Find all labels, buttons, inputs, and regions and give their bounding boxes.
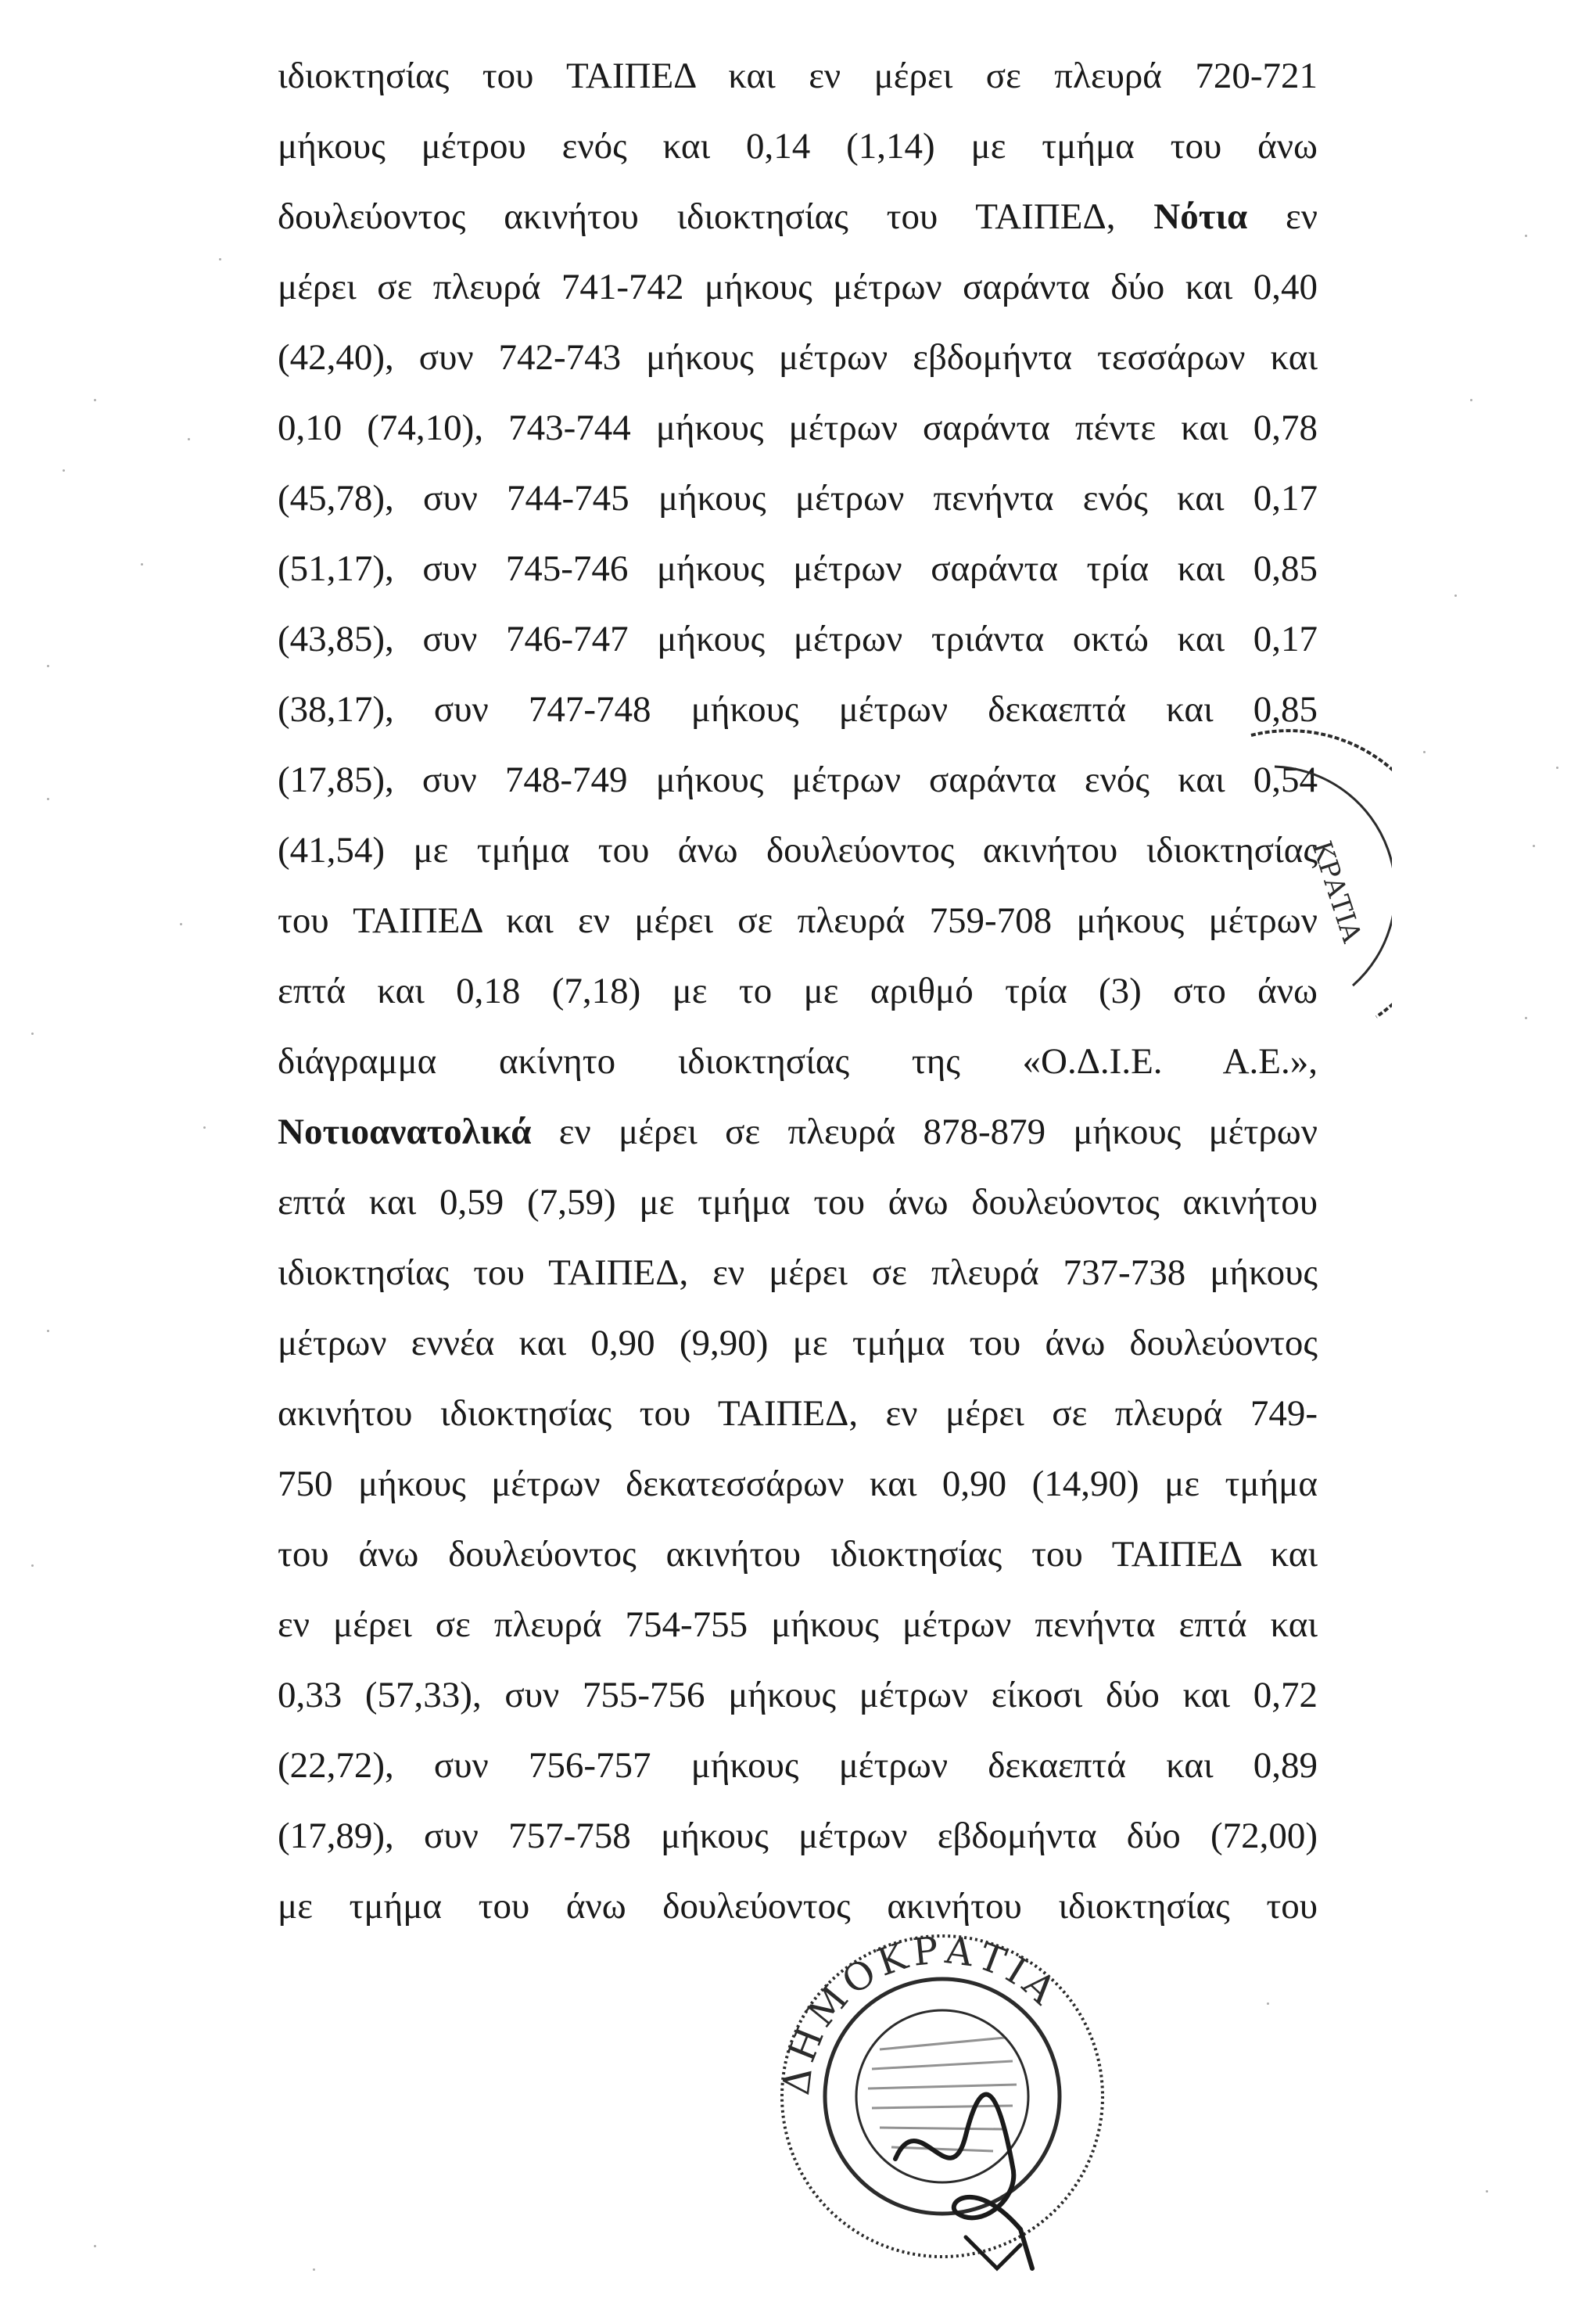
text-segment: ακινήτου ιδιοκτησίας του ΤΑΙΠΕΔ, εν μέρει σε πλευρά 749- [278,1393,1318,1434]
text-segment: (51,17), συν 745-746 μήκους μέτρων σαράντα τρία και 0,85 [278,548,1318,589]
text-line [278,1449,1318,1519]
text-line [278,604,1318,674]
text-segment: ιδιοκτησίας του ΤΑΙΠΕΔ, εν μέρει σε πλευρά 737-738 μήκους [278,1252,1318,1293]
text-segment: μήκους μέτρου ενός και 0,14 (1,14) με τμήμα του άνω [278,126,1318,167]
text-line [278,745,1318,815]
text-line [278,1097,1318,1167]
text-line [278,533,1318,604]
speckle [1525,1017,1527,1019]
text-segment: δουλεύοντος ακινήτου ιδιοκτησίας του ΤΑΙΠΕΔ, [278,196,1154,237]
seal-stamp [762,1901,1122,2292]
text-segment: εν μέρει σε πλευρά 754-755 μήκους μέτρων πενήντα επτά και [278,1604,1318,1645]
text-line [278,1519,1318,1589]
speckle [47,1330,49,1332]
text-line [278,1167,1318,1237]
text-line [278,1026,1318,1097]
text-line [278,1801,1318,1871]
speckle [1423,751,1426,753]
text-line [278,252,1318,322]
text-segment: του άνω δουλεύοντος ακινήτου ιδιοκτησίας του ΤΑΙΠΕΔ και [278,1534,1318,1575]
speckle [1267,2002,1269,2005]
speckle [63,469,65,472]
text-segment: μέρει σε πλευρά 741-742 μήκους μέτρων σαράντα δύο και 0,40 [278,267,1318,307]
speckle [47,665,49,667]
speckle [31,1033,34,1035]
speckle [94,399,96,401]
text-segment: (22,72), συν 756-757 μήκους μέτρων δεκαεπτά και 0,89 [278,1745,1318,1786]
text-line [278,463,1318,533]
document-body [278,41,1318,1941]
speckle [1556,767,1558,769]
text-segment: του ΤΑΙΠΕΔ και εν μέρει σε πλευρά 759-708 μήκους μέτρων [278,900,1318,941]
text-line [278,41,1318,111]
text-line [278,181,1318,252]
text-segment: μέτρων εννέα και 0,90 (9,90) με τμήμα του άνω δουλεύοντος [278,1323,1318,1363]
side-stamp-text: ΚΡΑΤΙΑ [1305,837,1368,946]
speckle [141,563,143,566]
speckle [219,258,221,260]
speckle [1470,399,1472,401]
text-segment: (17,85), συν 748-749 μήκους μέτρων σαράντα ενός και 0,54 [278,760,1318,800]
seal-stamp-text: ΔΗΜΟΚΡΑΤΙΑ [774,1928,1067,2098]
text-segment: 750 μήκους μέτρων δεκατεσσάρων και 0,90 (14,90) με τμήμα [278,1464,1318,1504]
speckle [203,1126,206,1129]
text-line [278,322,1318,393]
text-segment: 0,33 (57,33), συν 755-756 μήκους μέτρων είκοσι δύο και 0,72 [278,1675,1318,1715]
text-segment: διάγραμμα ακίνητο ιδιοκτησίας της «Ο.Δ.Ι.Ε. Α.Ε.», [278,1041,1318,1082]
text-segment: 0,10 (74,10), 743-744 μήκους μέτρων σαράντα πέντε και 0,78 [278,408,1318,448]
text-line [278,1237,1318,1308]
speckle [1454,594,1457,597]
speckle [1533,845,1535,847]
text-segment: εν μέρει σε πλευρά 878-879 μήκους μέτρων [531,1112,1318,1152]
bold-term: Νότια [1153,196,1248,237]
text-segment: (43,85), συν 746-747 μήκους μέτρων τριάντα οκτώ και 0,17 [278,619,1318,659]
speckle [313,2268,315,2271]
text-segment: (42,40), συν 742-743 μήκους μέτρων εβδομήντα τεσσάρων και [278,337,1318,378]
text-line [278,393,1318,463]
text-line [278,1378,1318,1449]
text-line [278,956,1318,1026]
text-line [278,1660,1318,1730]
text-segment: (38,17), συν 747-748 μήκους μέτρων δεκαεπτά και 0,85 [278,689,1318,730]
text-line [278,1871,1318,1941]
speckle [188,438,190,440]
speckle [1486,2190,1488,2193]
bold-term: Νοτιοανατολικά [278,1112,532,1152]
text-line [278,815,1318,885]
speckle [31,1564,34,1567]
text-segment: (45,78), συν 744-745 μήκους μέτρων πενήντα ενός και 0,17 [278,478,1318,519]
text-line [278,1730,1318,1801]
text-line [278,885,1318,956]
speckle [1525,235,1527,237]
text-segment: επτά και 0,18 (7,18) με το με αριθμό τρία (3) στο άνω [278,971,1318,1011]
signature [895,2095,1032,2268]
text-segment: επτά και 0,59 (7,59) με τμήμα του άνω δουλεύοντος ακινήτου [278,1182,1318,1223]
text-segment: ιδιοκτησίας του ΤΑΙΠΕΔ και εν μέρει σε πλευρά 720-721 [278,56,1318,96]
speckle [47,798,49,800]
text-line [278,1589,1318,1660]
text-segment: (17,89), συν 757-758 μήκους μέτρων εβδομήντα δύο (72,00) [278,1816,1318,1856]
speckle [94,2245,96,2247]
speckle [180,923,182,925]
text-segment: (41,54) με τμήμα του άνω δουλεύοντος ακινήτου ιδιοκτησίας [278,830,1318,871]
text-line [278,111,1318,181]
text-line [278,1308,1318,1378]
text-segment: με τμήμα του άνω δουλεύοντος ακινήτου ιδιοκτησίας του [278,1886,1318,1927]
text-line [278,674,1318,745]
text-segment: εν [1247,196,1318,237]
